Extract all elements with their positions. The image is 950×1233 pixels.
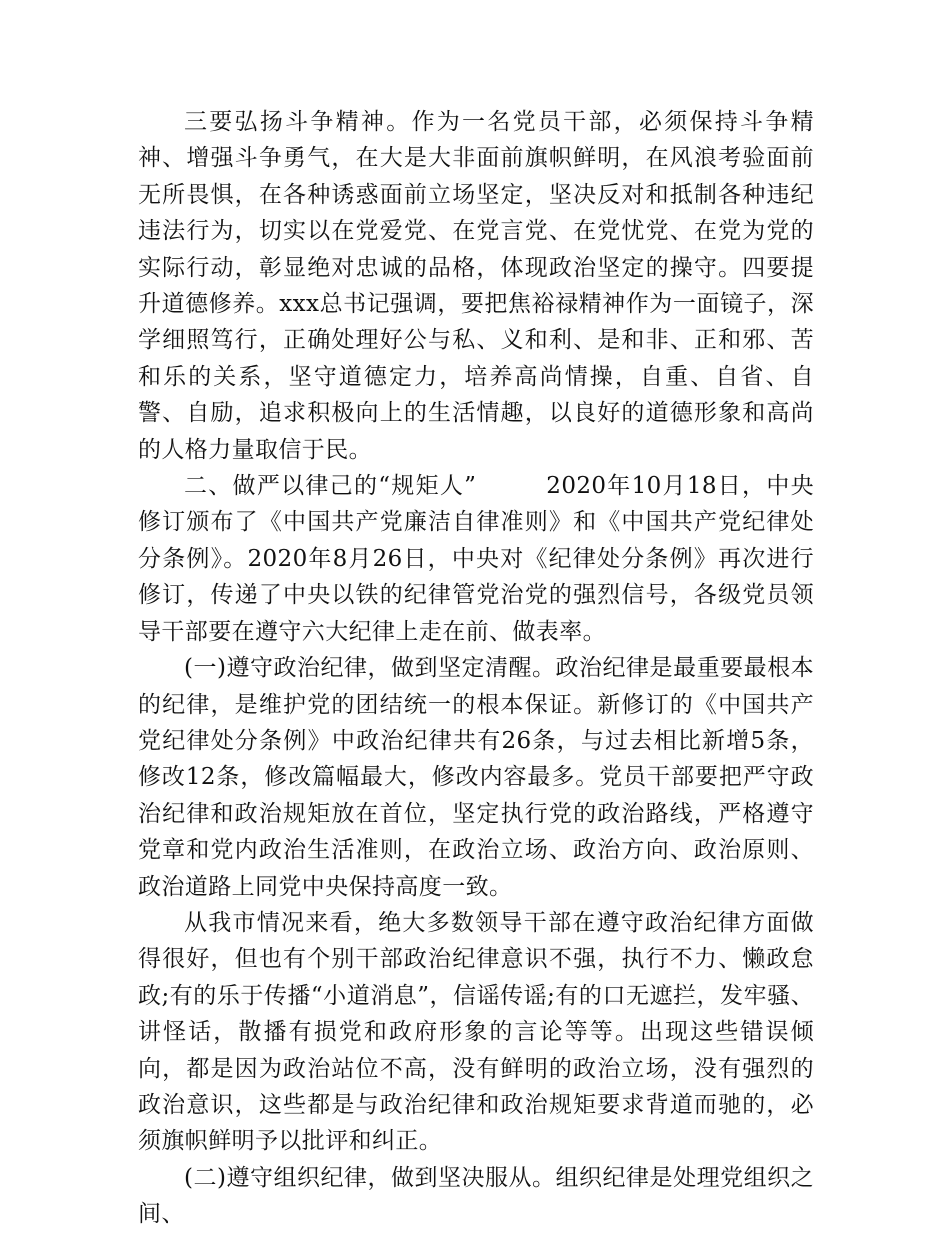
section-heading: 二、做严以律己的“规矩人” (184, 473, 477, 500)
paragraph-section-two (138, 468, 814, 650)
paragraph-organizational-discipline: (二)遵守组织纪律，做到坚决服从。组织纪律是处理党组织之间、 (138, 1164, 814, 1228)
paragraph-city-situation: 从我市情况来看，绝大多数领导干部在遵守政治纪律方面做得很好，但也有个别干部政治纪律意识不强，执行不力、懒政怠政;有的乐于传播“小道消息”，信谣传谣;有的口无遮拦，发牢骚、讲怪话，散播有损党和政府形象的言论等等。出现这些错误倾向，都是因为政治站位不高，没有鲜明的政治立场，没有强烈的政治意识，这些都是与政治纪律和政治规矩要求背道而驰的，必须旗帜鲜明予以批评和纠正。 (138, 909, 814, 1155)
section-two-body: 2020年10月18日，中央修订颁布了《中国共产党廉洁自律准则》和《中国共产党纪律处分条例》。2020年8月26日，中央对《纪律处分条例》再次进行修订，传递了中央以铁的纪律管党治党的强烈信号，各级党员领导干部要在遵守六大纪律上走在前、做表率。 (138, 473, 815, 645)
paragraph-struggle-spirit: 三要弘扬斗争精神。作为一名党员干部，必须保持斗争精神、增强斗争勇气，在大是大非面前旗帜鲜明，在风浪考验面前无所畏惧，在各种诱惑面前立场坚定，坚决反对和抵制各种违纪违法行为，切实以在党爱党、在党言党、在党忧党、在党为党的实际行动，彰显绝对忠诚的品格，体现政治坚定的操守。四要提升道德修养。xxx总书记强调，要把焦裕禄精神作为一面镜子，深学细照笃行，正确处理好公与私、义和利、是和非、正和邪、苦和乐的关系，坚守道德定力，培养高尚情操，自重、自省、自警、自励，追求积极向上的生活情趣，以良好的道德形象和高尚的人格力量取信于民。 (138, 109, 814, 463)
paragraph-political-discipline: (一)遵守政治纪律，做到坚定清醒。政治纪律是最重要最根本的纪律，是维护党的团结统一的根本保证。新修订的《中国共产党纪律处分条例》中政治纪律共有26条，与过去相比新增5条，修改12条，修改篇幅最大，修改内容最多。党员干部要把严守政治纪律和政治规矩放在首位，坚定执行党的政治路线，严格遵守党章和党内政治生活准则，在政治立场、政治方向、政治原则、政治道路上同党中央保持高度一致。 (138, 655, 814, 900)
